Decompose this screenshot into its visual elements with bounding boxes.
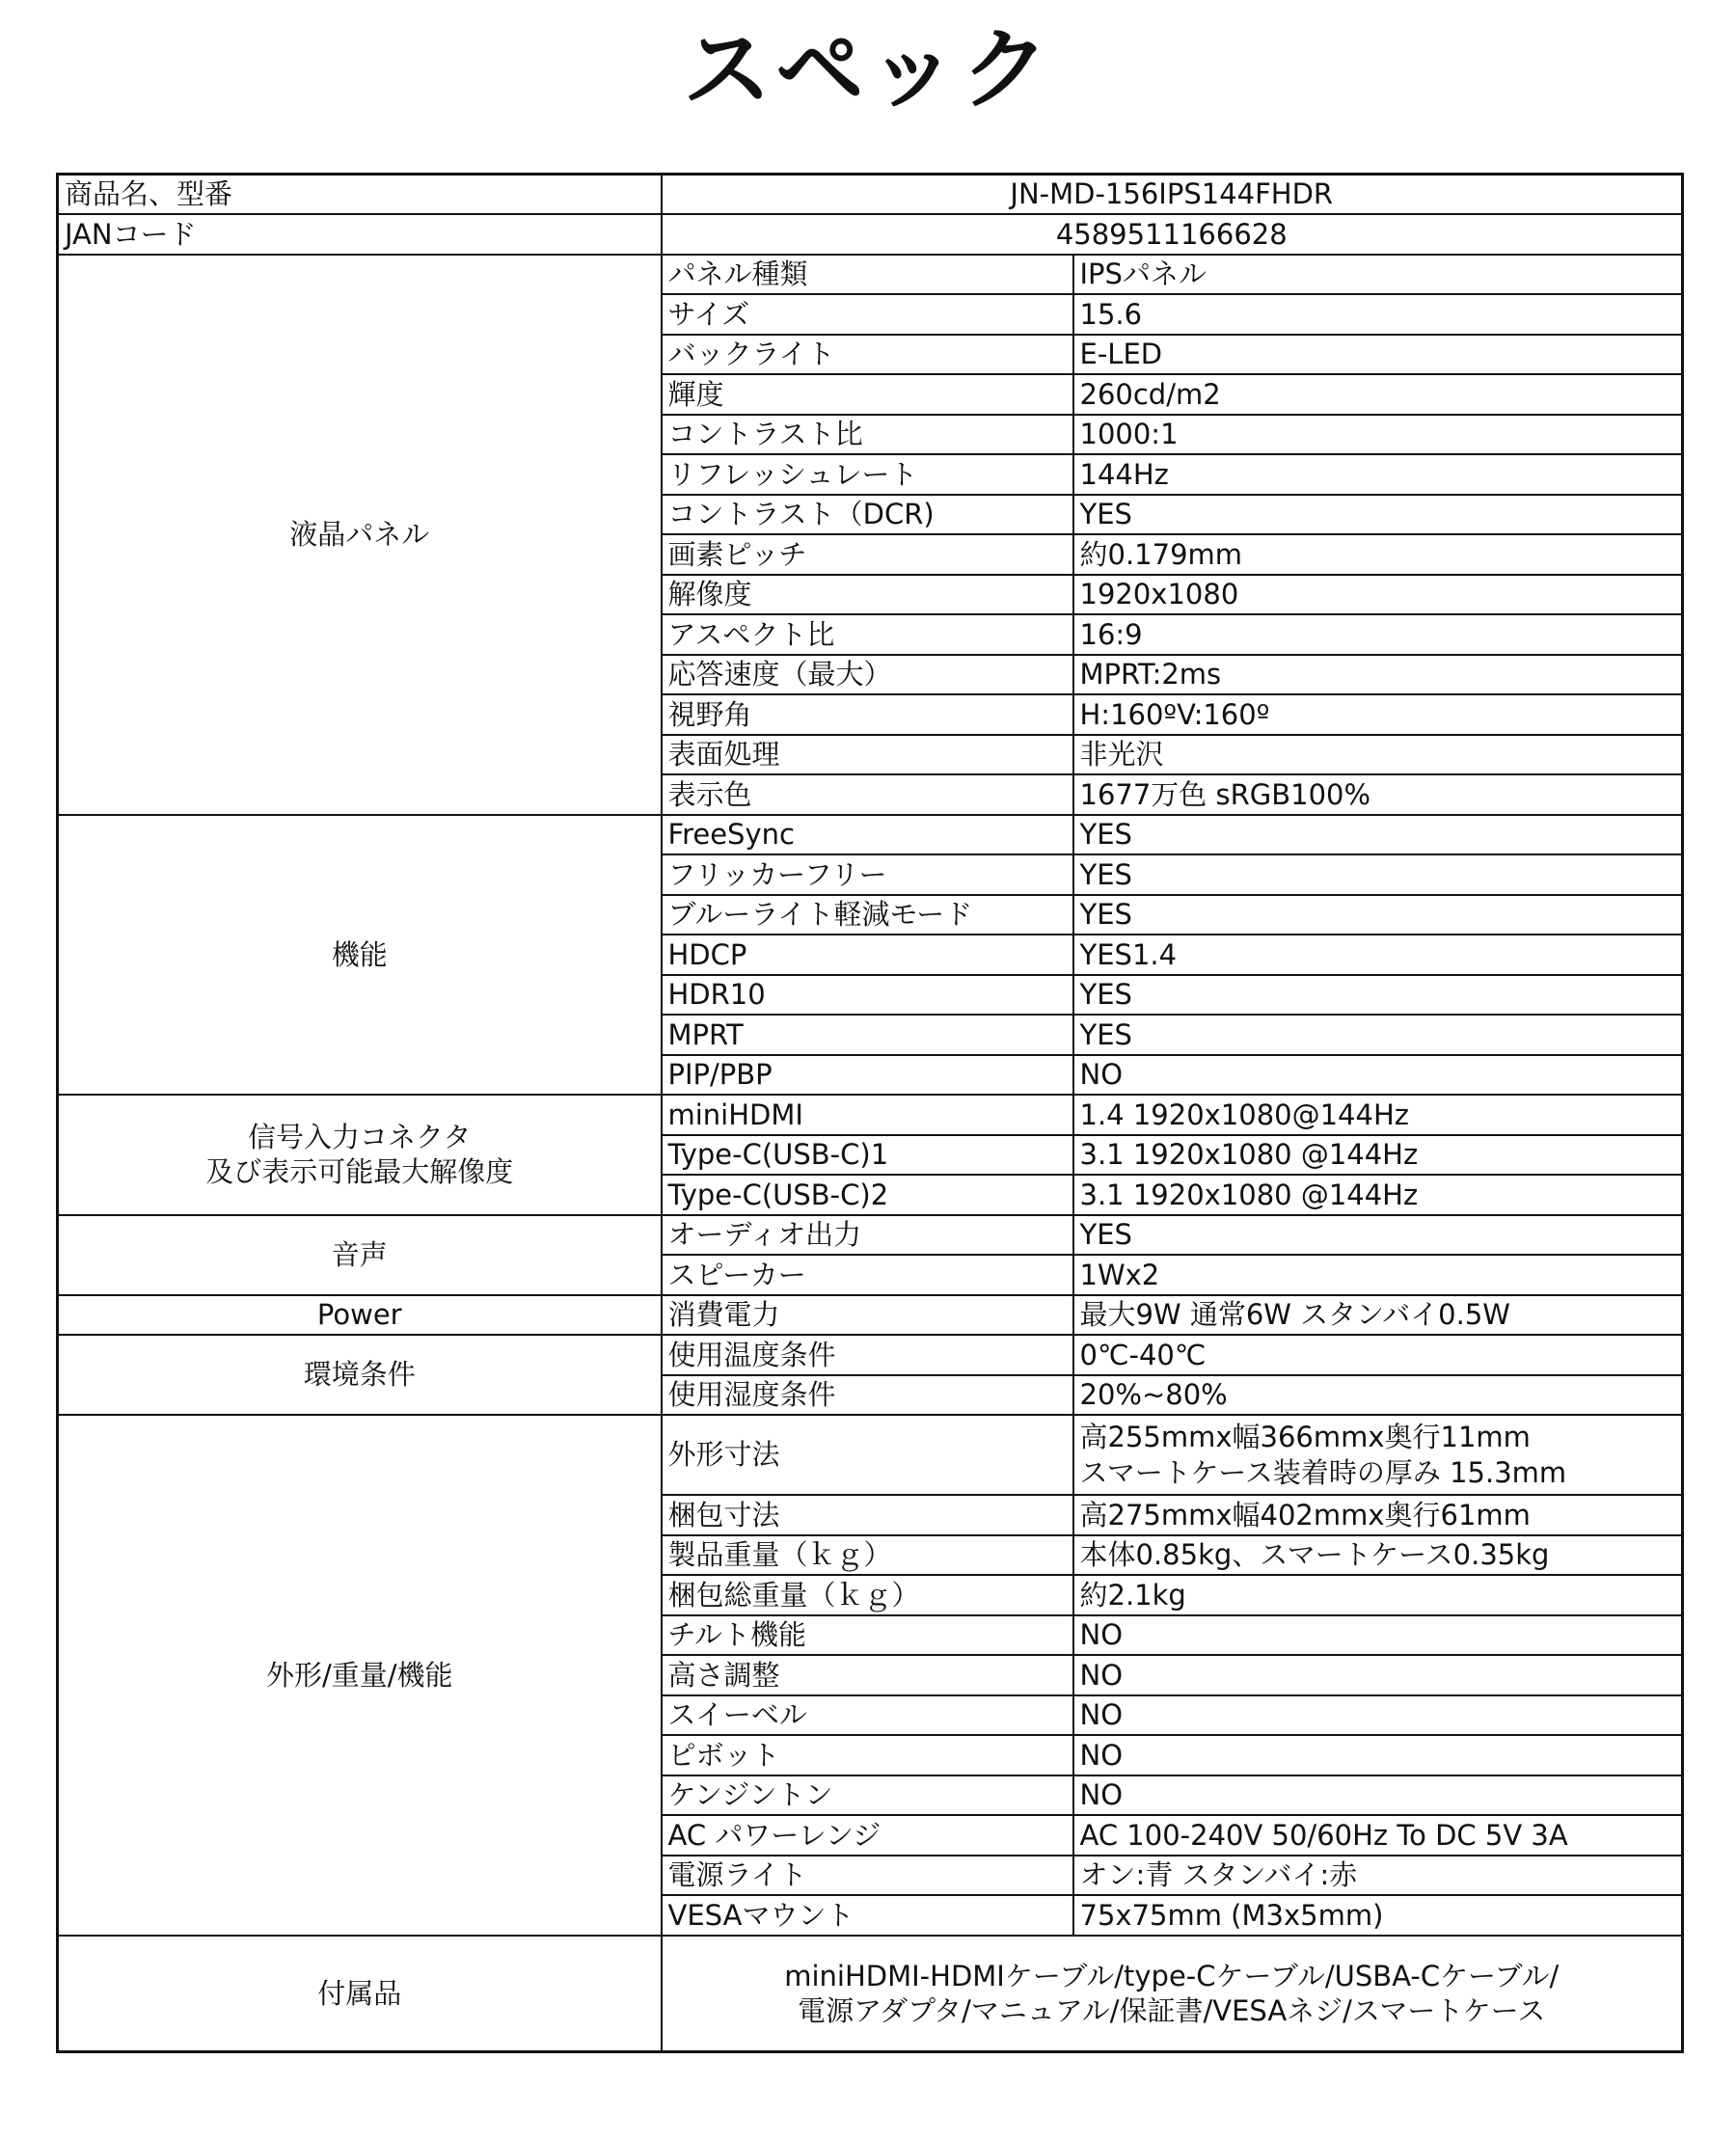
spec-item: [662, 735, 1073, 775]
spec-value-text: AC 100-240V 50/60Hz To DC 5V 3A: [1079, 1818, 1568, 1852]
table-row: [58, 175, 1683, 215]
spec-value: [1073, 1895, 1683, 1936]
spec-item: [662, 374, 1073, 415]
spec-value: [1073, 1495, 1683, 1535]
spec-value: [1073, 895, 1683, 935]
spec-item: [662, 1055, 1073, 1096]
spec-value: [1073, 1735, 1683, 1775]
table-row: [58, 255, 1683, 295]
spec-item: [662, 534, 1073, 575]
spec-item-text: AC パワーレンジ: [667, 1818, 882, 1852]
category-cell-text: 環境条件: [303, 1358, 416, 1392]
spec-value: [1073, 534, 1683, 575]
spec-value-text: NO: [1079, 1058, 1124, 1092]
spec-value-text: YES: [1079, 1218, 1132, 1252]
category-cell: [58, 1936, 662, 2052]
spec-table: [56, 173, 1684, 2053]
spec-item-text: HDR10: [667, 978, 766, 1012]
spec-value-text: 1000:1: [1079, 418, 1179, 451]
spec-value: [1073, 335, 1683, 375]
spec-item: [662, 454, 1073, 495]
spec-item-text: バックライト: [667, 338, 835, 371]
spec-value-text: H:160ºV:160º: [1079, 697, 1270, 731]
spec-value: [1073, 374, 1683, 415]
spec-item-text: 表示色: [667, 777, 752, 811]
category-cell-text: 及び表示可能最大解像度: [205, 1155, 514, 1189]
spec-value-text: 16:9: [1079, 617, 1143, 651]
spec-item-text: リフレッシュレート: [667, 457, 918, 491]
spec-value: [1073, 854, 1683, 895]
spec-label: [58, 214, 662, 255]
spec-item-text: FreeSync: [667, 818, 795, 852]
spec-value-text: MPRT:2ms: [1079, 658, 1222, 691]
spec-item-text: miniHDMI: [667, 1098, 803, 1131]
category-cell: [58, 1095, 662, 1215]
spec-item: [662, 1735, 1073, 1775]
table-row: [58, 1095, 1683, 1135]
spec-value-text: NO: [1079, 1658, 1124, 1692]
spec-value: [1073, 1015, 1683, 1055]
spec-item: [662, 1295, 1073, 1336]
spec-value: [1073, 1775, 1683, 1816]
spec-item: [662, 1535, 1073, 1576]
spec-item: [662, 1575, 1073, 1615]
spec-value: [662, 214, 1683, 255]
spec-value-text: YES: [1079, 498, 1132, 531]
spec-value-text: E-LED: [1079, 338, 1163, 371]
category-cell: [58, 1335, 662, 1415]
table-row: [58, 1215, 1683, 1256]
spec-item-text: スイーベル: [667, 1698, 807, 1732]
spec-value-text: YES: [1079, 1017, 1132, 1051]
spec-item: [662, 935, 1073, 975]
spec-value: [1073, 774, 1683, 815]
spec-value-text: 75x75mm (M3x5mm): [1079, 1898, 1384, 1932]
spec-value: [1073, 1335, 1683, 1375]
spec-value: [1073, 1815, 1683, 1856]
spec-value: [1073, 1535, 1683, 1576]
spec-item: [662, 815, 1073, 855]
table-row: [58, 1295, 1683, 1336]
category-cell-text: 信号入力コネクタ: [248, 1121, 472, 1153]
spec-value: [1073, 735, 1683, 775]
table-row: [58, 1415, 1683, 1495]
spec-value: [1073, 1055, 1683, 1096]
spec-value-text: YES: [1079, 857, 1132, 891]
spec-value-text: NO: [1079, 1618, 1124, 1652]
spec-item-text: 使用湿度条件: [667, 1378, 836, 1412]
spec-item: [662, 1655, 1073, 1695]
spec-item-text: PIP/PBP: [667, 1058, 773, 1092]
table-row: [58, 815, 1683, 855]
spec-item-text: オーディオ出力: [667, 1218, 862, 1252]
spec-item-text: Type-C(USB-C)1: [667, 1138, 889, 1172]
spec-value-text: 4589511166628: [1055, 217, 1288, 251]
category-cell-text: 機能: [331, 937, 388, 971]
category-cell-text: Power: [316, 1298, 402, 1332]
accessories-value-text: 電源アダプタ/マニュアル/保証書/VESAネジ/スマートケース: [798, 1993, 1546, 2027]
spec-value-text: IPSパネル: [1079, 257, 1207, 291]
category-cell-text: 付属品: [317, 1976, 402, 2010]
spec-value-text: 20%~80%: [1079, 1378, 1228, 1412]
spec-item: [662, 1815, 1073, 1856]
category-cell: [58, 1295, 662, 1336]
spec-value: [1073, 1255, 1683, 1295]
category-cell: [58, 1415, 662, 1936]
category-cell: [58, 815, 662, 1096]
spec-item-text: HDCP: [667, 937, 747, 971]
spec-item-text: ケンジントン: [667, 1778, 833, 1812]
spec-value: [1073, 1095, 1683, 1135]
spec-item: [662, 655, 1073, 695]
spec-value: [1073, 1856, 1683, 1896]
spec-item: [662, 854, 1073, 895]
spec-value: [1073, 1655, 1683, 1695]
spec-value: [1073, 1695, 1683, 1736]
spec-label-text: 商品名、型番: [65, 177, 233, 211]
spec-value: [1073, 655, 1683, 695]
spec-value: [1073, 1215, 1683, 1256]
spec-item: [662, 694, 1073, 735]
spec-value-text: オン:青 スタンバイ:赤: [1079, 1858, 1358, 1892]
spec-value: [1073, 575, 1683, 615]
spec-item-text: MPRT: [667, 1017, 744, 1051]
spec-value-text: スマートケース装着時の厚み 15.3mm: [1079, 1455, 1567, 1489]
spec-label: [58, 175, 662, 215]
spec-item-text: 電源ライト: [667, 1858, 807, 1892]
accessories-value: [662, 1936, 1683, 2052]
spec-value: [1073, 614, 1683, 655]
spec-item: [662, 255, 1073, 295]
category-cell-text: 液晶パネル: [289, 517, 430, 551]
spec-item: [662, 415, 1073, 455]
category-cell: [58, 1215, 662, 1295]
spec-item-text: VESAマウント: [667, 1898, 854, 1932]
spec-item: [662, 1335, 1073, 1375]
spec-value: [1073, 694, 1683, 735]
spec-item: [662, 1615, 1073, 1656]
spec-value: [1073, 975, 1683, 1016]
spec-value-text: 0℃-40℃: [1079, 1338, 1207, 1371]
spec-value: [1073, 1175, 1683, 1215]
spec-item: [662, 1175, 1073, 1215]
spec-item-text: 解像度: [667, 578, 752, 611]
accessories-row: [58, 1936, 1683, 2052]
spec-item: [662, 975, 1073, 1016]
spec-item-text: 梱包寸法: [667, 1498, 780, 1531]
spec-value: [1073, 935, 1683, 975]
spec-item: [662, 1895, 1073, 1936]
spec-item: [662, 1375, 1073, 1416]
spec-value: [1073, 1295, 1683, 1336]
spec-item: [662, 575, 1073, 615]
spec-value-text: 本体0.85kg、スマートケース0.35kg: [1079, 1538, 1550, 1572]
spec-item: [662, 774, 1073, 815]
spec-item-text: 視野角: [667, 697, 752, 731]
spec-value-text: 高275mmx幅402mmx奥行61mm: [1079, 1498, 1531, 1531]
spec-value: [1073, 1415, 1683, 1495]
spec-item-text: フリッカーフリー: [667, 857, 887, 891]
spec-value-text: 約2.1kg: [1079, 1578, 1186, 1612]
spec-item-text: 梱包総重量（ｋｇ）: [667, 1578, 920, 1612]
spec-value-text: 1.4 1920x1080@144Hz: [1079, 1098, 1409, 1131]
spec-item-text: 応答速度（最大）: [667, 658, 892, 691]
category-cell-text: 外形/重量/機能: [265, 1658, 453, 1692]
spec-value-text: 144Hz: [1079, 457, 1169, 491]
spec-value-text: 3.1 1920x1080 @144Hz: [1079, 1178, 1419, 1211]
spec-value-text: NO: [1079, 1738, 1124, 1772]
spec-item-text: 使用温度条件: [667, 1338, 836, 1371]
spec-item: [662, 1215, 1073, 1256]
spec-value-text: 1Wx2: [1079, 1258, 1160, 1291]
spec-value-text: NO: [1079, 1778, 1124, 1812]
spec-item-text: サイズ: [667, 297, 750, 331]
spec-value-text: NO: [1079, 1698, 1124, 1732]
spec-value-text: 非光沢: [1079, 738, 1164, 772]
spec-value-text: YES: [1079, 818, 1132, 852]
spec-item-text: 消費電力: [667, 1298, 780, 1332]
spec-item-text: 高さ調整: [667, 1658, 780, 1692]
spec-item-text: ピボット: [667, 1738, 780, 1772]
table-row: [58, 1335, 1683, 1375]
spec-value-text: 3.1 1920x1080 @144Hz: [1079, 1138, 1419, 1172]
spec-item-text: コントラスト比: [667, 418, 863, 451]
spec-value: [1073, 294, 1683, 335]
spec-value: [1073, 454, 1683, 495]
spec-item: [662, 1495, 1073, 1535]
spec-item: [662, 1695, 1073, 1736]
spec-item-text: 製品重量（ｋｇ）: [667, 1538, 892, 1572]
spec-value-text: YES: [1079, 978, 1132, 1012]
spec-item-text: 輝度: [667, 377, 724, 411]
spec-item: [662, 1255, 1073, 1295]
spec-value: [1073, 1615, 1683, 1656]
spec-value: [662, 175, 1683, 215]
spec-item-text: アスペクト比: [667, 617, 835, 651]
category-cell-text: 音声: [331, 1237, 388, 1271]
spec-value-text: 260cd/m2: [1079, 377, 1221, 411]
table-row: [58, 214, 1683, 255]
spec-item: [662, 495, 1073, 535]
spec-item-text: パネル種類: [667, 257, 808, 291]
spec-item: [662, 1135, 1073, 1176]
spec-item: [662, 1775, 1073, 1816]
spec-item-text: 表面処理: [667, 738, 780, 772]
spec-value-text: YES1.4: [1079, 937, 1178, 971]
accessories-value-text: miniHDMI-HDMIケーブル/type-Cケーブル/USBA-Cケーブル/: [784, 1959, 1560, 1992]
spec-value-text: 最大9W 通常6W スタンバイ0.5W: [1079, 1298, 1510, 1332]
spec-item-text: チルト機能: [667, 1618, 807, 1652]
spec-item-text: ブルーライト軽減モード: [667, 898, 973, 932]
spec-value: [1073, 1135, 1683, 1176]
spec-value-text: 1920x1080: [1079, 578, 1239, 611]
spec-item: [662, 1095, 1073, 1135]
spec-item: [662, 335, 1073, 375]
spec-item: [662, 294, 1073, 335]
spec-label-text: JANコード: [65, 217, 197, 251]
spec-value-text: 高255mmx幅366mmx奥行11mm: [1079, 1421, 1531, 1454]
spec-value-text: JN-MD-156IPS144FHDR: [1010, 177, 1334, 211]
spec-item: [662, 614, 1073, 655]
spec-item: [662, 1015, 1073, 1055]
spec-item: [662, 1415, 1073, 1495]
spec-value-text: 約0.179mm: [1079, 537, 1243, 571]
spec-item: [662, 895, 1073, 935]
spec-item-text: スピーカー: [667, 1258, 806, 1291]
spec-value: [1073, 495, 1683, 535]
spec-value: [1073, 1575, 1683, 1615]
spec-value: [1073, 1375, 1683, 1416]
spec-item-text: 外形寸法: [667, 1438, 780, 1472]
spec-value-text: 15.6: [1079, 297, 1143, 331]
spec-value: [1073, 815, 1683, 855]
spec-item-text: コントラスト（DCR): [667, 498, 935, 531]
spec-item-text: Type-C(USB-C)2: [667, 1178, 889, 1211]
spec-value: [1073, 255, 1683, 295]
spec-item: [662, 1856, 1073, 1896]
spec-value-text: 1677万色 sRGB100%: [1079, 777, 1371, 811]
spec-value-text: YES: [1079, 898, 1132, 932]
spec-item-text: 画素ピッチ: [667, 537, 807, 571]
spec-value: [1073, 415, 1683, 455]
page-title: スペック: [682, 18, 1053, 122]
category-cell: [58, 255, 662, 815]
